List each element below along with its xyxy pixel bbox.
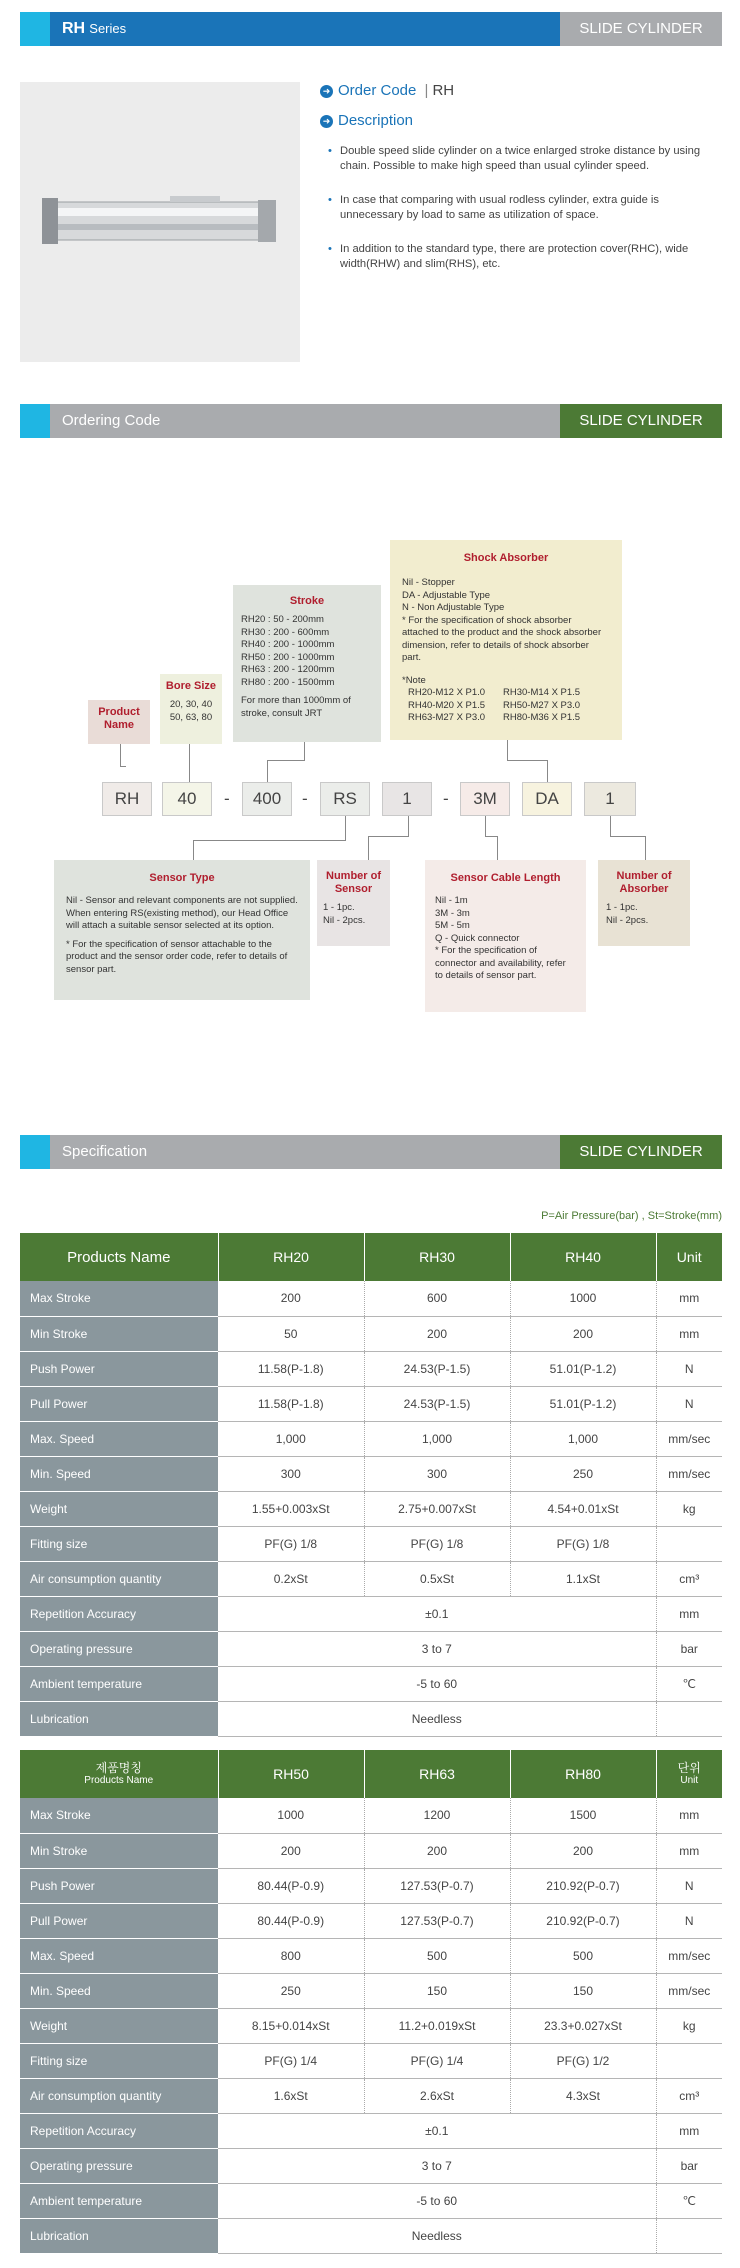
table-row: Ambient temperature -5 to 60 ℃ <box>20 1666 722 1701</box>
header-category: SLIDE CYLINDER <box>560 12 722 46</box>
bore-size-box: Bore Size 20, 30, 40 50, 63, 80 <box>160 674 222 744</box>
table-row: Operating pressure 3 to 7 bar <box>20 1631 722 1666</box>
table-row: Air consumption quantity 0.2xSt 0.5xSt 1.1xSt cm³ <box>20 1561 722 1596</box>
description-label: ➜ Description <box>320 112 413 129</box>
header-category: SLIDE CYLINDER <box>560 404 722 438</box>
header-accent <box>20 1135 50 1169</box>
sensor-type-box: Sensor Type Nil - Sensor and relevant components are not supplied. When entering RS(existing method), our Head Office will attach a suitable sensor selected at its option. * For the specification of sensor attachable to the product and the sensor order code, refer to details of sensor part. <box>54 860 310 1000</box>
table-row: Pull Power 80.44(P-0.9) 127.53(P-0.7) 210.92(P-0.7) N <box>20 1903 722 1938</box>
table-row: Repetition Accuracy ±0.1 mm <box>20 1596 722 1631</box>
table-row: Push Power 11.58(P-1.8) 24.53(P-1.5) 51.01(P-1.2) N <box>20 1351 722 1386</box>
table-row: Max Stroke 200 600 1000 mm <box>20 1281 722 1316</box>
series-title: RH Series <box>50 12 580 46</box>
description-bullet: • Double speed slide cylinder on a twice enlarged stroke distance by using chain. Possible to make high speed than usual cylinder speed. <box>340 144 725 174</box>
table-row: Fitting size PF(G) 1/4 PF(G) 1/4 PF(G) 1/2 <box>20 2043 722 2078</box>
description-bullet: • In addition to the standard type, there are protection cover(RHC), wide width(RHW) and slim(RHS), etc. <box>340 242 725 272</box>
specification-header <box>20 1135 722 1169</box>
code-bore: 40 <box>162 782 212 816</box>
table-header-row: Products Name RH20 RH30 RH40 Unit <box>20 1233 722 1281</box>
code-absorber-count: 1 <box>584 782 636 816</box>
specification-title: Specification <box>50 1135 582 1169</box>
table-row: Air consumption quantity 1.6xSt 2.6xSt 4.3xSt cm³ <box>20 2078 722 2113</box>
table-row: Lubrication Needless <box>20 2218 722 2253</box>
product-image <box>20 82 300 362</box>
table-row: Weight 8.15+0.014xSt 11.2+0.019xSt 23.3+0.027xSt kg <box>20 2008 722 2043</box>
header-accent <box>20 12 50 46</box>
table-row: Lubrication Needless <box>20 1701 722 1736</box>
table-row: Min Stroke 200 200 200 mm <box>20 1833 722 1868</box>
series-header <box>20 12 722 46</box>
spec-table-1 <box>20 1233 722 1737</box>
spec-note: P=Air Pressure(bar) , St=Stroke(mm) <box>541 1210 722 1222</box>
product-name-box: Product Name <box>88 700 150 744</box>
code-dash: - <box>443 789 449 808</box>
table-row: Max Stroke 1000 1200 1500 mm <box>20 1798 722 1833</box>
table-row: Min. Speed 250 150 150 mm/sec <box>20 1973 722 2008</box>
ordering-code-header <box>20 404 722 438</box>
table-row: Push Power 80.44(P-0.9) 127.53(P-0.7) 210.92(P-0.7) N <box>20 1868 722 1903</box>
table-row: Weight 1.55+0.003xSt 2.75+0.007xSt 4.54+0.01xSt kg <box>20 1491 722 1526</box>
table-row: Max. Speed 1,000 1,000 1,000 mm/sec <box>20 1421 722 1456</box>
table-row: Fitting size PF(G) 1/8 PF(G) 1/8 PF(G) 1/8 <box>20 1526 722 1561</box>
code-sensor-count: 1 <box>382 782 432 816</box>
table-row: Max. Speed 800 500 500 mm/sec <box>20 1938 722 1973</box>
table-header-row: 제품명칭 Products Name RH50 RH63 RH80 단위 Unit <box>20 1750 722 1798</box>
order-code: ➜ Order Code | RH <box>320 82 454 99</box>
code-cable: 3M <box>460 782 510 816</box>
spec-table-2 <box>20 1750 722 2254</box>
table-row: Min Stroke 50 200 200 mm <box>20 1316 722 1351</box>
table-row: Pull Power 11.58(P-1.8) 24.53(P-1.5) 51.01(P-1.2) N <box>20 1386 722 1421</box>
sensor-cable-length-box: Sensor Cable Length Nil - 1m 3M - 3m 5M - 5m Q - Quick connector * For the specification of connector and availability, refer to details of sensor part. <box>425 860 586 1012</box>
header-category: SLIDE CYLINDER <box>560 1135 722 1169</box>
number-of-absorber-box: Number of Absorber 1 - 1pc. Nil - 2pcs. <box>598 860 690 946</box>
description-bullet: • In case that comparing with usual rodless cylinder, extra guide is unnecessary by load to same as utilization of space. <box>340 193 725 223</box>
code-dash: - <box>302 789 308 808</box>
code-shock: DA <box>522 782 572 816</box>
code-series: RH <box>102 782 152 816</box>
header-accent <box>20 404 50 438</box>
arrow-icon: ➜ <box>320 115 333 128</box>
slide-cylinder-image <box>20 82 300 362</box>
arrow-icon: ➜ <box>320 85 333 98</box>
table-row: Repetition Accuracy ±0.1 mm <box>20 2113 722 2148</box>
number-of-sensor-box: Number of Sensor 1 - 1pc. Nil - 2pcs. <box>317 860 390 946</box>
table-row: Ambient temperature -5 to 60 ℃ <box>20 2183 722 2218</box>
code-stroke: 400 <box>242 782 292 816</box>
stroke-box: Stroke RH20 : 50 - 200mm RH30 : 200 - 600mm RH40 : 200 - 1000mm RH50 : 200 - 1000mm RH63 : 200 - 1200mm RH80 : 200 - 1500mm For more than 1000mm of stroke, consult JRT <box>233 585 381 742</box>
shock-absorber-box: Shock Absorber Nil - Stopper DA - Adjustable Type N - Non Adjustable Type * For the specification of shock absorber attached to the product and the shock absorber dimension, refer to details of shock absorber part. *Note RH20-M12 X P1.0 RH40-M20 X P1.5 RH63-M27 X P3.0 RH30-M14 X P1.5 RH50-M27 X P3.0 RH80-M36 X P1.5 <box>390 540 622 740</box>
code-dash: - <box>224 789 230 808</box>
table-row: Min. Speed 300 300 250 mm/sec <box>20 1456 722 1491</box>
table-row: Operating pressure 3 to 7 bar <box>20 2148 722 2183</box>
ordering-code-title: Ordering Code <box>50 404 582 438</box>
code-sensor-type: RS <box>320 782 370 816</box>
